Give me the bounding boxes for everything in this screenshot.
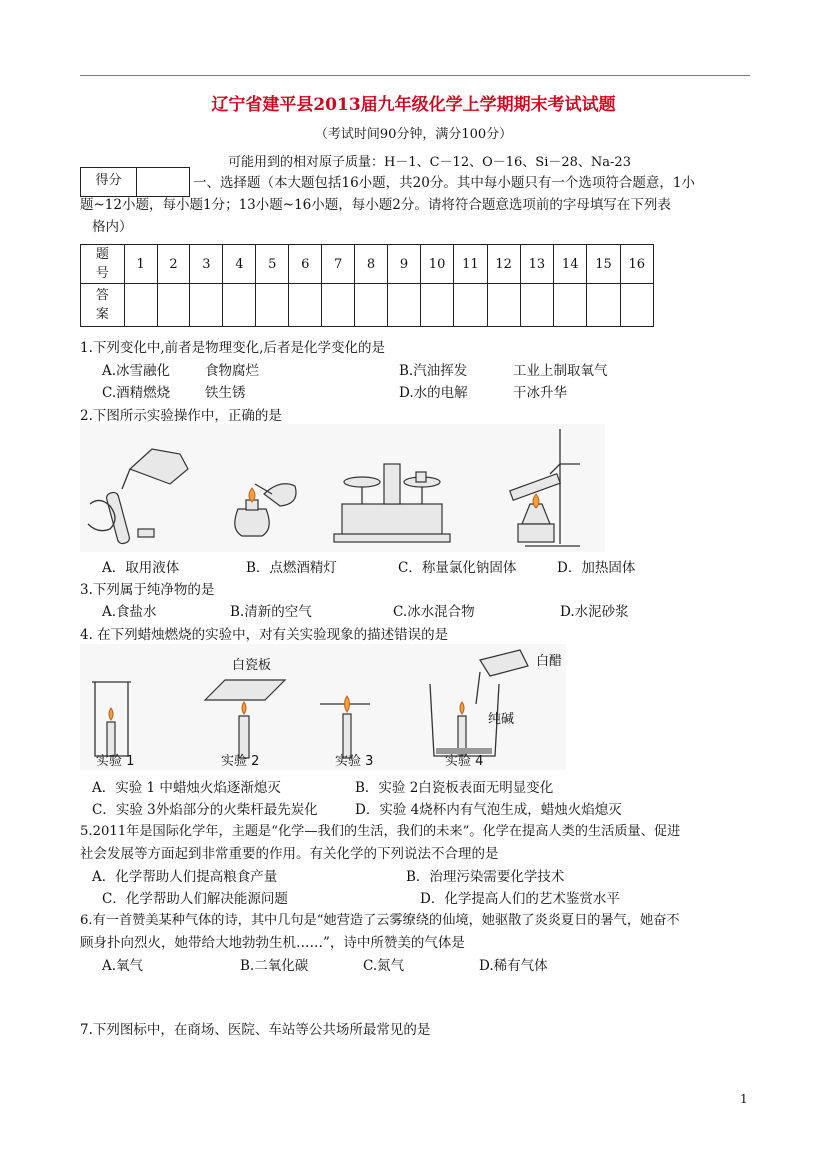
table-number-cell: 14 — [554, 245, 587, 284]
lab-operations-illustration — [80, 424, 605, 552]
answer-table-number-row — [81, 245, 654, 284]
answer-cell[interactable] — [289, 284, 322, 327]
q3-option-b: B.清新的空气 — [230, 604, 312, 620]
q4-figure — [80, 644, 566, 770]
q2-stem: 2.下图所示实验操作中，正确的是 — [80, 408, 282, 424]
section-intro-line3: 格内） — [92, 219, 133, 235]
answer-cell[interactable] — [520, 284, 553, 327]
q4-option-c: C．实验 3外焰部分的火柴杆最先炭化 — [92, 802, 318, 818]
answer-cell[interactable] — [388, 284, 421, 327]
q6-option-a: A.氧气 — [102, 958, 144, 974]
q7-stem: 7.下列图标中，在商场、医院、车站等公共场所最常见的是 — [80, 1022, 431, 1038]
q5-stem-line1: 5.2011年是国际化学年，主题是“化学—我们的生活，我们的未来”。化学在提高人类的生活质量、促进 — [80, 824, 681, 839]
alcohol-lamp-figure — [235, 484, 296, 536]
answer-cell[interactable] — [355, 284, 388, 327]
experiment-1-figure — [92, 682, 131, 756]
answer-cell[interactable] — [554, 284, 587, 327]
table-number-cell: 12 — [487, 245, 520, 284]
section-intro — [80, 172, 752, 238]
q5-option-d: D．化学提高人们的艺术鉴赏水平 — [420, 891, 620, 907]
q1-option-a2: 食物腐烂 — [205, 363, 259, 379]
q4-option-b: B．实验 2白瓷板表面无明显变化 — [355, 780, 554, 796]
q4-option-d: D．实验 4烧杯内有气泡生成，蜡烛火焰熄灭 — [355, 802, 622, 818]
exam-title: 辽宁省建平县2013届九年级化学上学期期末考试试题 — [211, 95, 616, 115]
table-number-cell: 2 — [157, 245, 190, 284]
table-head-answer: 答 案 — [81, 284, 125, 327]
answer-cell[interactable] — [124, 284, 157, 327]
table-number-cell: 13 — [520, 245, 553, 284]
q2-option-d: D．加热固体 — [557, 560, 636, 576]
answer-cell[interactable] — [157, 284, 190, 327]
q1-option-d: D.水的电解 — [399, 385, 468, 401]
answer-cell[interactable] — [322, 284, 355, 327]
table-number-cell: 16 — [620, 245, 653, 284]
heating-solid-figure — [510, 429, 580, 546]
table-number-cell: 5 — [256, 245, 289, 284]
table-head-number: 题 号 — [81, 245, 125, 284]
answer-cell[interactable] — [487, 284, 520, 327]
experiment-4-figure — [430, 650, 528, 756]
answer-cell[interactable] — [587, 284, 620, 327]
q1-option-b2: 工业上制取氧气 — [513, 363, 608, 379]
q6-option-d: D.稀有气体 — [479, 958, 548, 974]
q1-option-b: B.汽油挥发 — [399, 363, 468, 379]
q5-option-b: B．治理污染需要化学技术 — [406, 869, 565, 885]
q6-stem-line1: 6.有一首赞美某种气体的诗，其中几句是“她营造了云雾缭绕的仙境，她驱散了炎炎夏日的暑气，她奋不 — [80, 913, 680, 928]
label-exp1: 实验 1 — [96, 754, 135, 769]
q3-option-a: A.食盐水 — [102, 604, 157, 620]
table-number-cell: 15 — [587, 245, 620, 284]
q1-option-d2: 干冰升华 — [513, 385, 567, 401]
label-exp3: 实验 3 — [335, 754, 374, 769]
experiment-3-figure — [320, 696, 370, 758]
table-number-cell: 7 — [322, 245, 355, 284]
q3-option-d: D.水泥砂浆 — [560, 604, 629, 620]
header-rule — [80, 75, 750, 76]
answer-cell[interactable] — [190, 284, 223, 327]
atomic-masses: 可能用到的相对原子质量：H－1、C－12、O－16、Si－28、Na-23 — [228, 155, 631, 170]
balance-figure — [334, 464, 450, 542]
q4-stem: 4. 在下列蜡烛燃烧的实验中，对有关实验现象的描述错误的是 — [80, 627, 449, 643]
answer-cell[interactable] — [620, 284, 653, 327]
q2-option-b: B．点燃酒精灯 — [246, 560, 337, 576]
q6-stem-line2: 顾身扑向烈火，她带给大地勃勃生机……”，诗中所赞美的气体是 — [80, 935, 465, 951]
q1-option-a: A.冰雪融化 — [102, 363, 171, 379]
score-label: 得分 — [81, 168, 137, 196]
q2-option-c: C．称量氯化钠固体 — [398, 560, 517, 576]
answer-table — [80, 244, 654, 327]
q5-option-a: A．化学帮助人们提高粮食产量 — [92, 869, 278, 885]
table-number-cell: 8 — [355, 245, 388, 284]
section-intro-line1: 一、选择题（本大题包括16小题，共20分。其中每小题只有一个选项符合题意，1小 — [193, 175, 695, 191]
table-number-cell: 10 — [420, 245, 453, 284]
q1-option-c2: 铁生锈 — [205, 385, 246, 401]
q1-stem: 1.下列变化中,前者是物理变化,后者是化学变化的是 — [80, 340, 385, 356]
table-number-cell: 3 — [190, 245, 223, 284]
label-soda: 纯碱 — [488, 712, 515, 727]
label-exp4: 实验 4 — [445, 754, 484, 769]
answer-cell[interactable] — [454, 284, 487, 327]
q4-option-a: A．实验 1 中蜡烛火焰逐渐熄灭 — [92, 780, 281, 796]
experiment-2-figure — [205, 680, 285, 758]
q6-option-c: C.氮气 — [363, 958, 405, 974]
answer-cell[interactable] — [420, 284, 453, 327]
section-intro-line2: 题~12小题，每小题1分；13小题~16小题，每小题2分。请将符合题意选项前的字母填写在下列表 — [80, 197, 671, 213]
label-white-plate: 白瓷板 — [232, 658, 272, 673]
q1-option-c: C.酒精燃烧 — [102, 385, 171, 401]
exam-subtitle: （考试时间90分钟，满分100分） — [314, 127, 513, 142]
candle-experiments-illustration — [80, 644, 566, 770]
label-exp2: 实验 2 — [221, 754, 260, 769]
pouring-liquid-figure — [88, 449, 188, 545]
q5-stem-line2: 社会发展等方面起到非常重要的作用。有关化学的下列说法不合理的是 — [80, 846, 499, 862]
table-number-cell: 9 — [388, 245, 421, 284]
q5-option-c: C．化学帮助人们解决能源问题 — [102, 891, 288, 907]
answer-table-answer-row — [81, 284, 654, 327]
table-number-cell: 4 — [223, 245, 256, 284]
table-number-cell: 11 — [454, 245, 487, 284]
page-number: 1 — [740, 1092, 748, 1106]
answer-cell[interactable] — [256, 284, 289, 327]
q3-stem: 3.下列属于纯净物的是 — [80, 582, 215, 598]
q2-option-a: A．取用液体 — [102, 560, 180, 576]
table-number-cell: 1 — [124, 245, 157, 284]
label-white-vinegar: 白醋 — [536, 654, 563, 669]
answer-cell[interactable] — [223, 284, 256, 327]
q6-option-b: B.二氧化碳 — [240, 958, 309, 974]
q3-option-c: C.冰水混合物 — [393, 604, 475, 620]
table-number-cell: 6 — [289, 245, 322, 284]
q2-figure — [80, 424, 605, 552]
